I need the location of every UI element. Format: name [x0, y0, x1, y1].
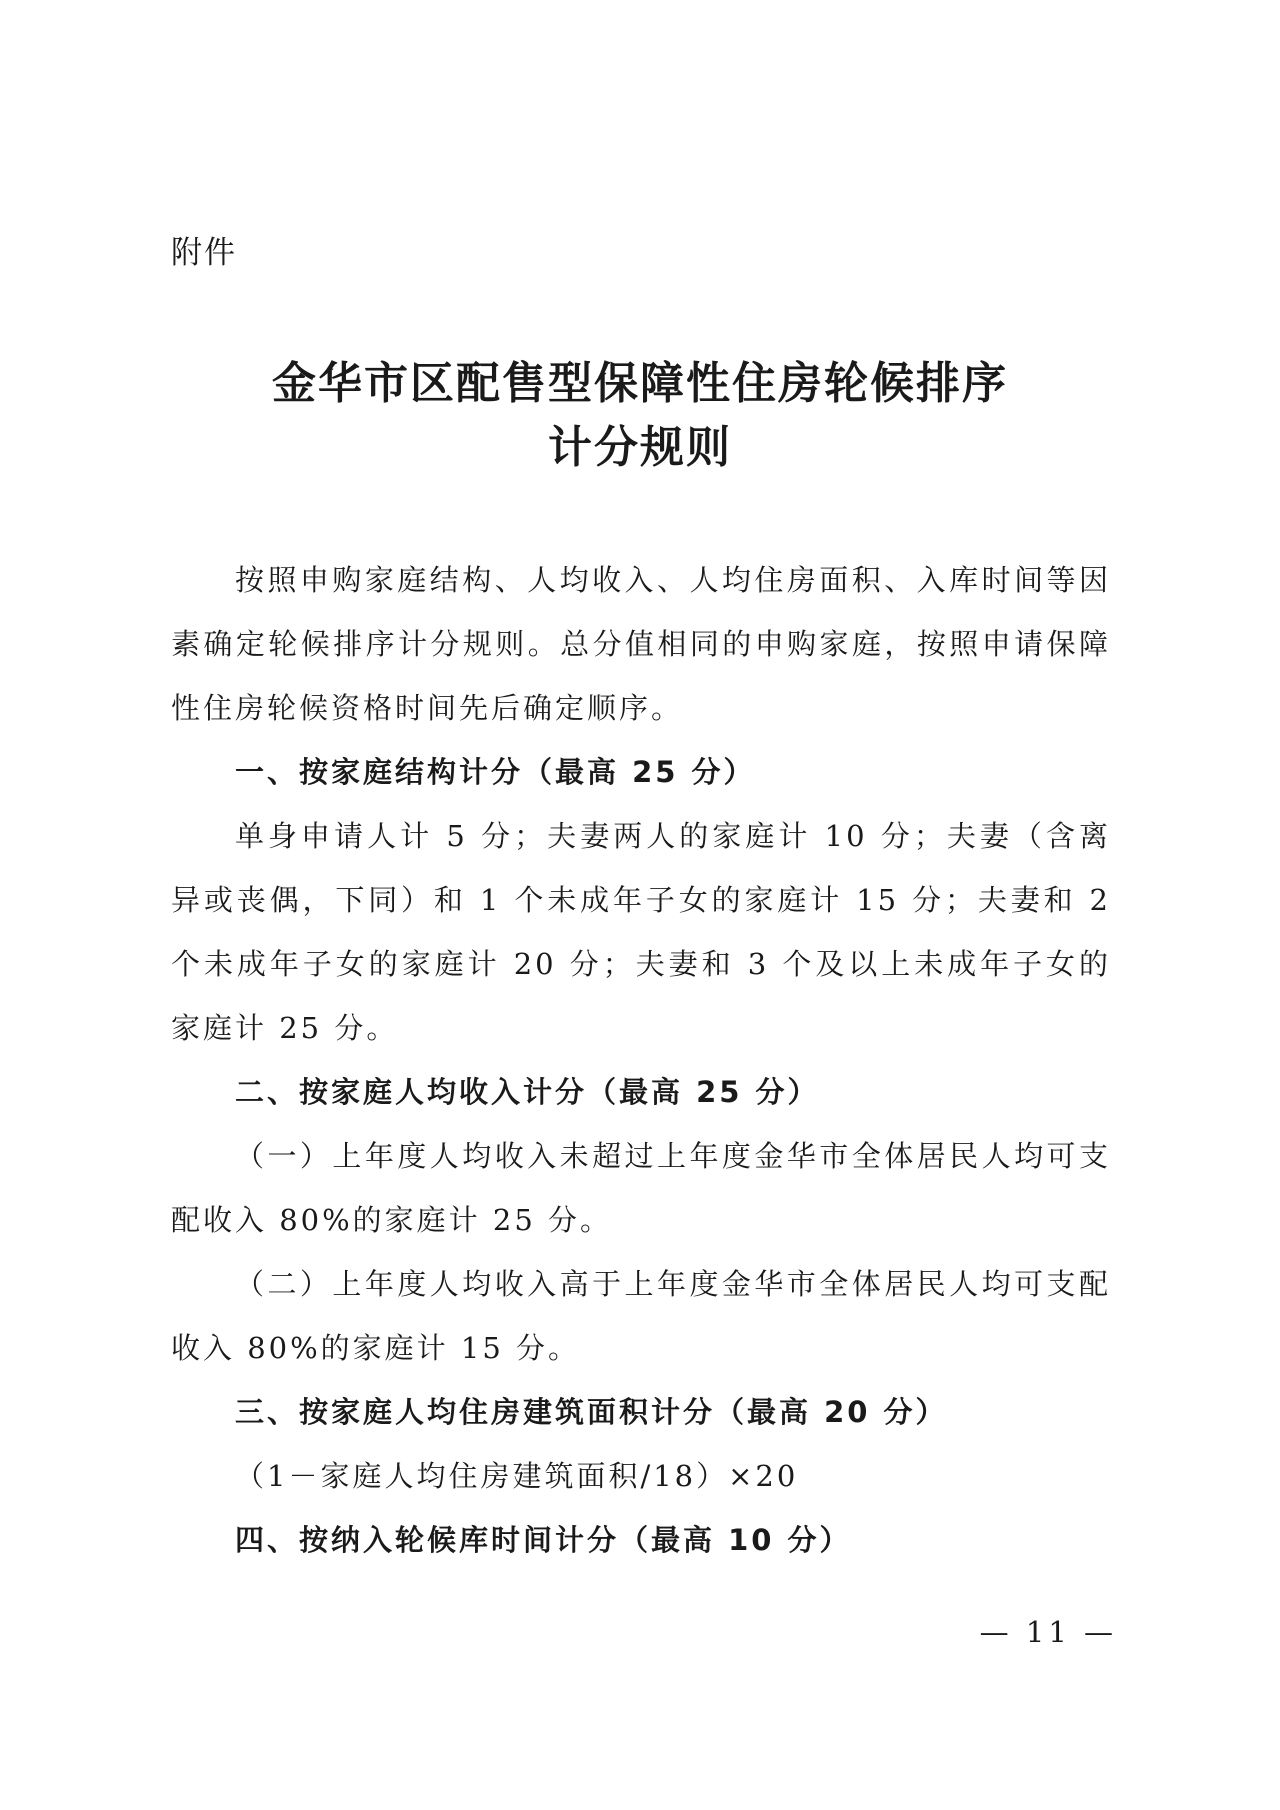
- section-1-heading: 一、按家庭结构计分（最高 25 分）: [235, 755, 756, 789]
- section-2-heading: 二、按家庭人均收入计分（最高 25 分）: [235, 1075, 820, 1109]
- section-2-item-1: （一）上年度人均收入未超过上年度金华市全体居民人均可支配收入 80%的家庭计 25 分。: [171, 1139, 1111, 1237]
- title-line-2: 计分规则: [548, 422, 732, 473]
- title-line-1: 金华市区配售型保障性住房轮候排序: [272, 358, 1008, 409]
- attachment-label: 附件: [171, 235, 237, 271]
- intro-paragraph: 按照申购家庭结构、人均收入、人均住房面积、入库时间等因素确定轮候排序计分规则。总分值相同的申购家庭，按照申请保障性住房轮候资格时间先后确定顺序。: [171, 563, 1111, 725]
- document-body: [171, 548, 1111, 1572]
- section-2-item-2: （二）上年度人均收入高于上年度金华市全体居民人均可支配收入 80%的家庭计 15 分。: [171, 1267, 1111, 1365]
- section-3-heading: 三、按家庭人均住房建筑面积计分（最高 20 分）: [235, 1395, 948, 1429]
- section-4-heading: 四、按纳入轮候库时间计分（最高 10 分）: [235, 1523, 852, 1557]
- section-1-text: 单身申请人计 5 分；夫妻两人的家庭计 10 分；夫妻（含离异或丧偶，下同）和 1 个未成年子女的家庭计 15 分；夫妻和 2 个未成年子女的家庭计 20 分；夫妻和 3 个及以上未成年子女的家庭计 25 分。: [171, 819, 1111, 1045]
- document-title: [150, 352, 1130, 480]
- page-number: — 11 —: [979, 1615, 1117, 1649]
- section-3-formula: （1－家庭人均住房建筑面积/18）×20: [235, 1459, 799, 1493]
